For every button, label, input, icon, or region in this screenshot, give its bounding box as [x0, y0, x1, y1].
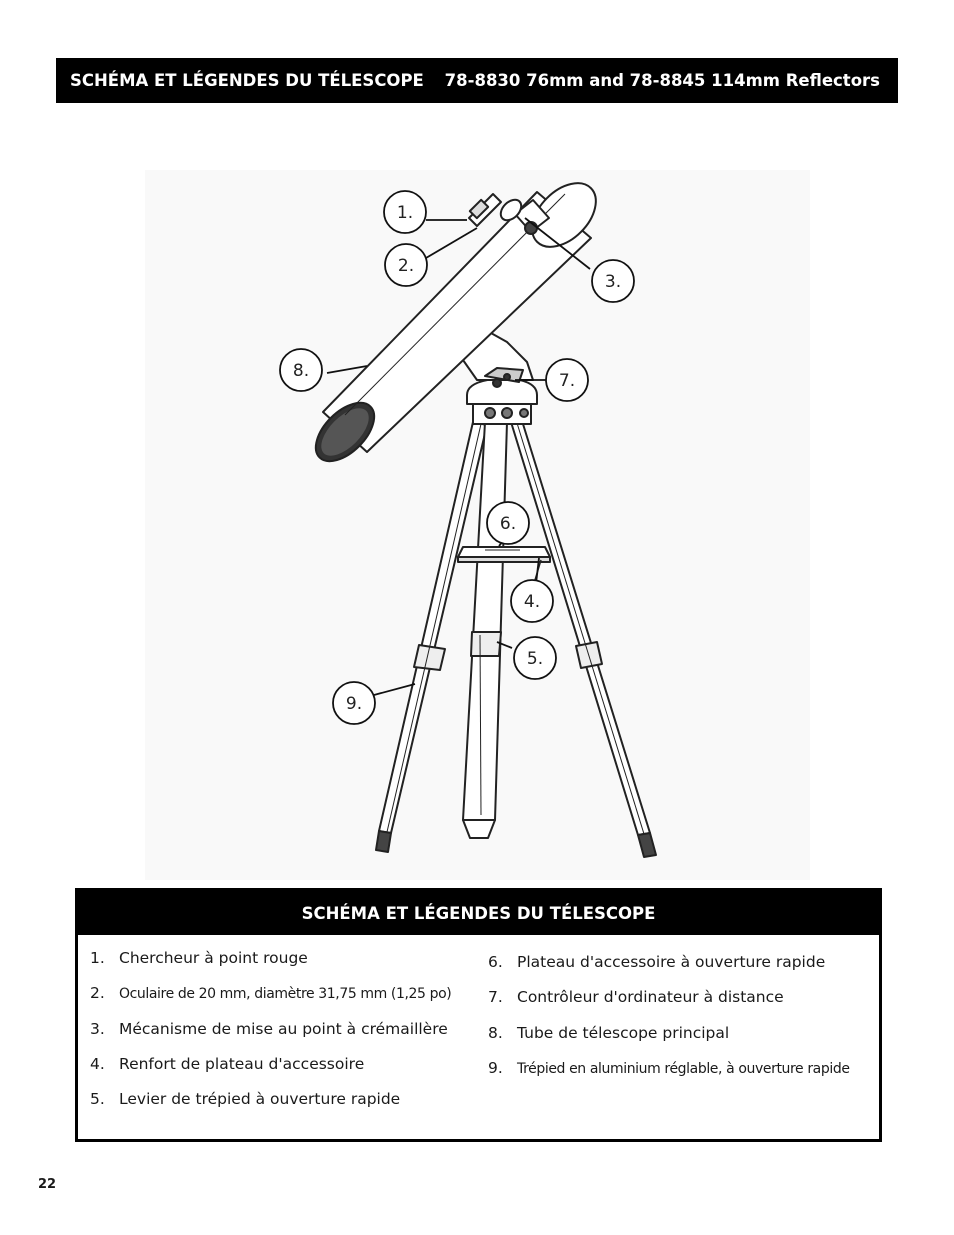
callout-number-8: 8.: [292, 361, 310, 381]
legend-right-column: [488, 953, 850, 1094]
legend-item-text: Levier de trépied à ouverture rapide: [119, 1090, 401, 1109]
callout-number-3: 3.: [604, 272, 622, 292]
legend-item: [488, 953, 850, 988]
legend-item-number: 1.: [90, 949, 105, 967]
legend-item-text: Chercheur à point rouge: [119, 949, 308, 967]
legend-item-number: 6.: [488, 953, 503, 971]
legend-item: [90, 1055, 451, 1090]
telescope-illustration: [145, 170, 810, 880]
legend-item: [90, 949, 451, 984]
legend-item-text: Contrôleur d'ordinateur à distance: [517, 988, 784, 1007]
legend-item: [90, 984, 451, 1019]
legend-item-number: 5.: [90, 1090, 105, 1109]
page-number: 22: [38, 1177, 57, 1192]
legend-item: [488, 1059, 850, 1094]
legend-item-number: 7.: [488, 988, 503, 1007]
telescope-diagram: [145, 170, 810, 880]
callout-line-2: [426, 228, 477, 258]
legend-item-number: 2.: [90, 984, 105, 1003]
legend-item-number: 4.: [90, 1054, 105, 1073]
header-title: SCHÉMA ET LÉGENDES DU TÉLESCOPE: [70, 71, 424, 90]
callout-number-1: 1.: [396, 203, 414, 223]
legend-box: [75, 888, 882, 1142]
callout-number-7: 7.: [558, 371, 576, 391]
legend-item-text: Tube de télescope principal: [517, 1023, 730, 1042]
legend-item-number: 8.: [488, 1023, 503, 1042]
callout-number-5: 5.: [526, 649, 544, 669]
legend-item-text: Plateau d'accessoire à ouverture rapide: [517, 953, 826, 971]
telescope-tube: [305, 171, 607, 471]
legend-title: SCHÉMA ET LÉGENDES DU TÉLESCOPE: [78, 891, 879, 935]
red-dot-finder: [469, 194, 501, 226]
legend-item-text: Mécanisme de mise au point à crémaillère: [119, 1019, 448, 1038]
callout-line-9: [374, 684, 415, 695]
legend-item-number: 3.: [90, 1019, 105, 1038]
legend-item: [90, 1090, 451, 1125]
legend-item: [90, 1020, 451, 1055]
legend-item: [488, 988, 850, 1023]
header-bar: [56, 58, 898, 103]
callout-number-4: 4.: [523, 592, 541, 612]
legend-item-text: Renfort de plateau d'accessoire: [119, 1054, 365, 1073]
legend-item-text: Trépied en aluminium réglable, à ouverture rapide: [517, 1060, 850, 1077]
header-model: 78-8830 76mm and 78-8845 114mm Reflectors: [444, 71, 880, 90]
callout-number-2: 2.: [397, 256, 415, 276]
legend-item-number: 9.: [488, 1058, 503, 1077]
legend-left-column: [90, 949, 451, 1125]
legend-item-text: Oculaire de 20 mm, diamètre 31,75 mm (1,25 po): [119, 986, 452, 1003]
callout-number-9: 9.: [345, 694, 363, 714]
callout-number-6: 6.: [499, 514, 517, 534]
legend-item: [488, 1024, 850, 1059]
